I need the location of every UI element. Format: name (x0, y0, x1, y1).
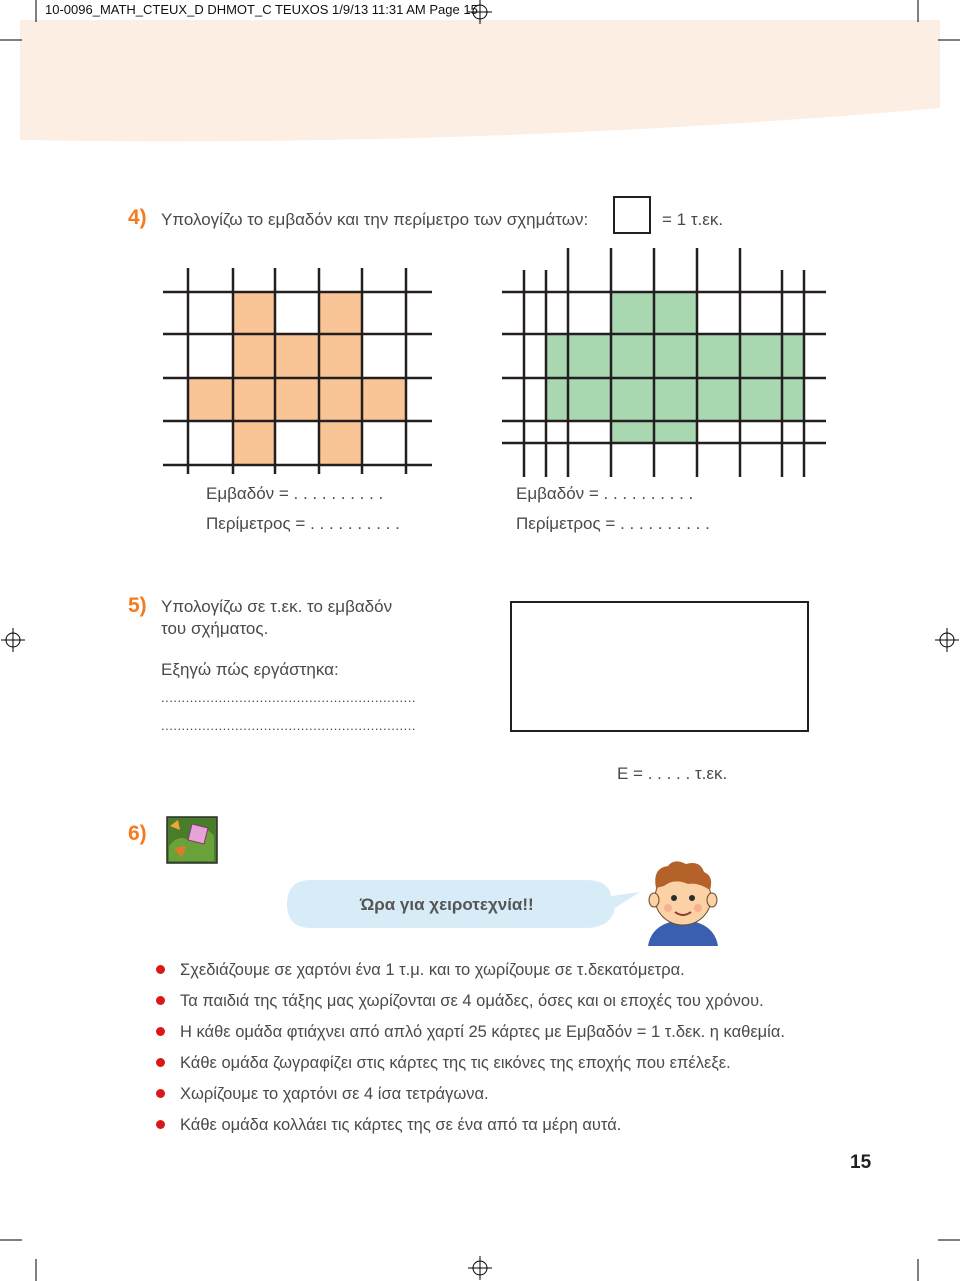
list-item (156, 1051, 785, 1082)
list-item-text: Τα παιδιά της τάξης μας χωρίζονται σε 4 ομάδες, όσες και οι εποχές του χρόνου. (180, 992, 764, 1010)
list-item-text: Κάθε ομάδα κολλάει τις κάρτες της σε ένα από τα μέρη αυτά. (180, 1116, 622, 1134)
rectangle-figure (510, 601, 809, 732)
green-grid-figure (500, 245, 830, 485)
list-item (156, 989, 785, 1020)
exercise-4-number: 4) (128, 206, 147, 229)
list-item-text: Χωρίζουμε το χαρτόνι σε 4 ίσα τετράγωνα. (180, 1085, 489, 1103)
bullet-icon (156, 996, 165, 1005)
list-item-text: Κάθε ομάδα ζωγραφίζει στις κάρτες της τις εικόνες της εποχής που επέλεξε. (180, 1054, 731, 1072)
bullet-icon (156, 1058, 165, 1067)
unit-square (613, 196, 651, 234)
answer-dots-line1: .............................................................. (161, 690, 416, 705)
list-item-text: Σχεδιάζουμε σε χαρτόνι ένα 1 τ.μ. και το χωρίζουμε σε τ.δεκατόμετρα. (180, 961, 685, 979)
list-item-text: Η κάθε ομάδα φτιάχνει από απλό χαρτί 25 κάρτες με Εμβαδόν = 1 τ.δεκ. η καθεμία. (180, 1023, 785, 1041)
bullet-icon (156, 1027, 165, 1036)
print-slug: 10-0096_MATH_CTEUX_D DHMOT_C TEUXOS 1/9/13 11:31 AM Page 15 (45, 2, 478, 17)
exercise-5-answer: Ε = . . . . . τ.εκ. (617, 764, 728, 783)
list-item (156, 1082, 785, 1113)
exercise-5-line1: Υπολογίζω σε τ.εκ. το εμβαδόν (161, 597, 393, 616)
unit-label: = 1 τ.εκ. (662, 210, 724, 229)
shape1-perimeter: Περίμετρος = . . . . . . . . . . (206, 514, 400, 533)
exercise-5-number: 5) (128, 594, 147, 617)
exercise-5-line2: του σχήματος. (161, 619, 269, 638)
list-item (156, 1113, 785, 1144)
bullet-icon (156, 1089, 165, 1098)
exercise-5-explain: Εξηγώ πώς εργάστηκα: (161, 660, 339, 679)
instructions-list (156, 958, 785, 1144)
exercise-4-instruction: Υπολογίζω το εμβαδόν και την περίμετρο των σχημάτων: (161, 210, 589, 229)
list-item (156, 1020, 785, 1051)
boy-character-icon (638, 858, 728, 946)
bullet-icon (156, 1120, 165, 1129)
page-number: 15 (850, 1152, 872, 1173)
shape2-perimeter: Περίμετρος = . . . . . . . . . . (516, 514, 710, 533)
bullet-icon (156, 965, 165, 974)
answer-dots-line2: .............................................................. (161, 718, 416, 733)
craft-picture-icon (166, 816, 218, 864)
shape1-area: Εμβαδόν = . . . . . . . . . . (206, 484, 384, 503)
speech-text: Ώρα για χειροτεχνία!! (360, 895, 534, 914)
orange-grid-figure (160, 265, 436, 477)
exercise-6-number: 6) (128, 822, 147, 845)
shape2-area: Εμβαδόν = . . . . . . . . . . (516, 484, 694, 503)
list-item (156, 958, 785, 989)
